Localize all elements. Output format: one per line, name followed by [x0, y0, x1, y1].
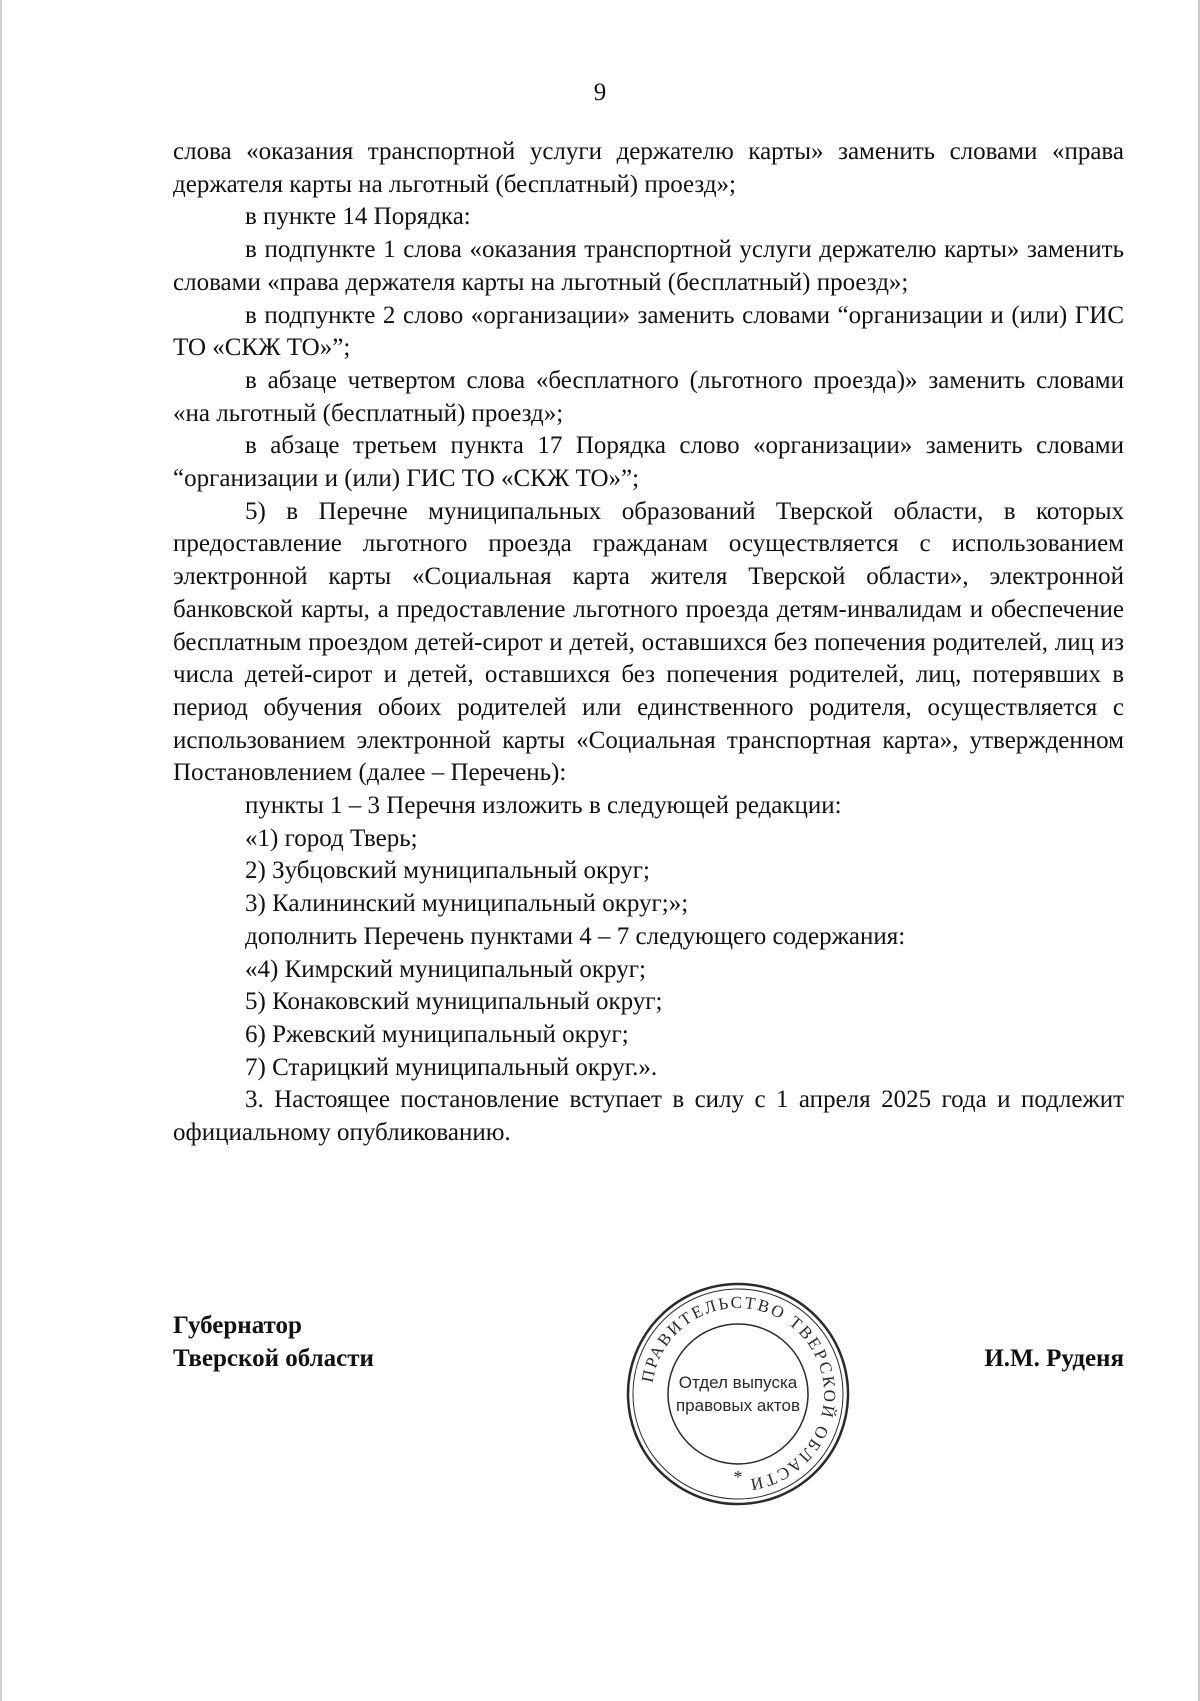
list-item: 3) Калининский муниципальный округ;»; [245, 890, 689, 918]
seal-center-ring [668, 1324, 808, 1464]
paragraph: пункты 1 – 3 Перечня изложить в следующей редакции: [245, 792, 842, 820]
seal-ring-text: ПРАВИТЕЛЬСТВО ТВЕРСКОЙ ОБЛАСТИ [637, 1292, 840, 1495]
seal-center-text-line: правовых актов [675, 1396, 801, 1415]
paragraph: 3. Настоящее постановление вступает в силу с 1 апреля 2025 года и подлежит официальному опубликованию. [173, 1086, 1124, 1147]
signatory-title-line: Губернатор [173, 1312, 302, 1339]
official-seal [623, 1279, 853, 1509]
page-number: 9 [593, 79, 607, 106]
paragraph: в абзаце третьем пункта 17 Порядка слово «организации» заменить словами “организации и (или) ГИС ТО «СКЖ ТО»”; [173, 432, 1124, 493]
list-item: «4) Кимрский муниципальный округ; [245, 955, 646, 983]
list-item: 6) Ржевский муниципальный округ; [245, 1020, 629, 1048]
signatory-title-line: Тверской области [173, 1345, 374, 1372]
list-item: 7) Старицкий муниципальный округ.». [245, 1053, 658, 1081]
scan-edge-left [0, 0, 2, 1701]
paragraph: в подпункте 2 слово «организации» заменить словами “организации и (или) ГИС ТО «СКЖ ТО»”; [173, 301, 1124, 362]
list-item: 5) Конаковский муниципальный округ; [245, 988, 663, 1016]
seal-center-text-line: Отдел выпуска [678, 1373, 798, 1392]
document-body [173, 136, 1124, 1150]
list-item: «1) город Тверь; [245, 824, 418, 852]
list-item: 2) Зубцовский муниципальный округ; [245, 857, 651, 885]
paragraph: в пункте 14 Порядка: [245, 203, 471, 231]
signatory-name: И.М. Руденя [984, 1345, 1124, 1372]
paragraph: в абзаце четвертом слова «бесплатного (льготного проезда)» заменить словами «на льготный (бесплатный) проезд»; [173, 366, 1124, 427]
paragraph: в подпункте 1 слова «оказания транспортной услуги держателю карты» заменить словами «права держателя карты на льготный (бесплатный) проезд»; [173, 236, 1124, 296]
paragraph: слова «оказания транспортной услуги держателю карты» заменить словами «права держателя карты на льготный (бесплатный) проезд»; [173, 138, 1124, 198]
paragraph: дополнить Перечень пунктами 4 – 7 следующего содержания: [245, 922, 906, 950]
signatory-title [173, 1309, 374, 1375]
paragraph: 5) в Перечне муниципальных образований Тверской области, в которых предоставление льготного проезда гражданам осуществляется с использованием электронной карты «Социальная карта жителя Тверской области», электронной банковской карты, а предоставление льготного проезда детям-инвалидам и обеспечение бесплатным проездом детей-сирот и детей, оставшихся без попечения родителей, лиц из числа детей-сирот и детей, оставшихся без попечения родителей, лиц, потерявших в период обучения обоих родителей или единственного родителя, осуществляется с использованием электронной карты «Социальная транспортная карта», утвержденном Постановлением (далее – Перечень): [173, 497, 1124, 787]
seal-star-icon: * [733, 1467, 743, 1487]
